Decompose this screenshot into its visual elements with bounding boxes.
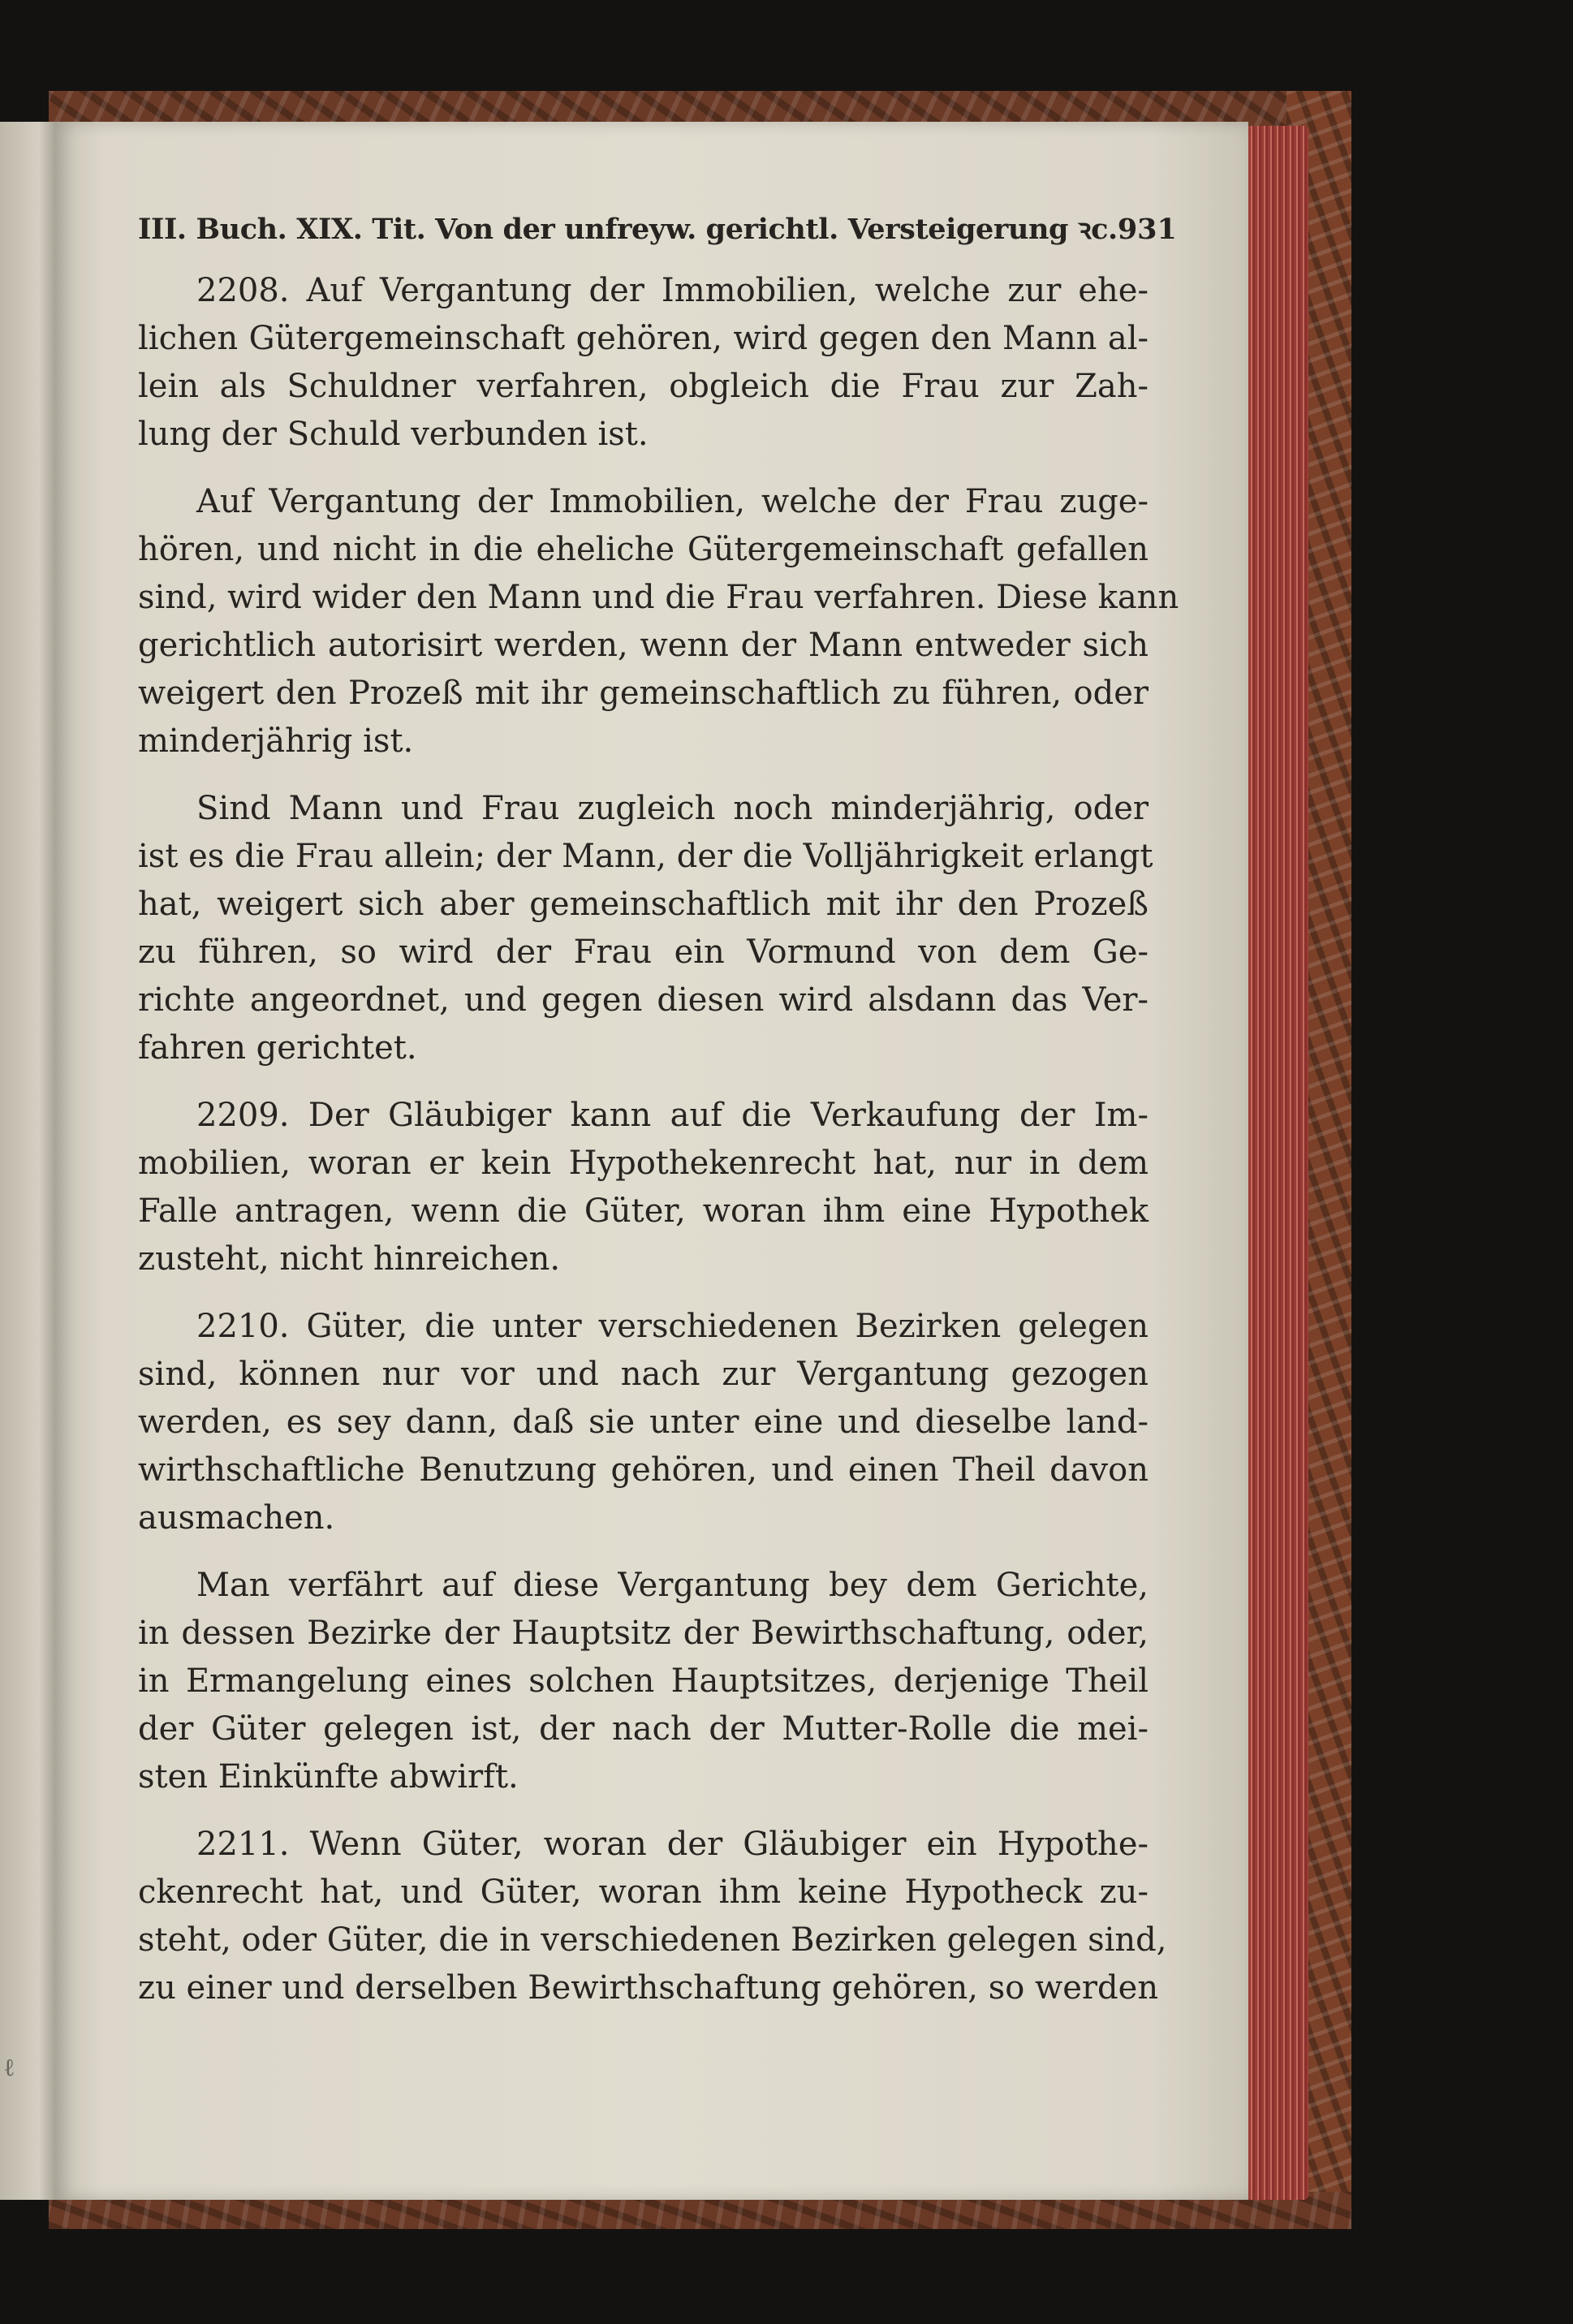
page-text [138, 209, 1179, 2032]
text-line: hat, weigert sich aber gemeinschaftlich mit ihr den Prozeß [138, 886, 1149, 923]
text-line: ckenrecht hat, und Güter, woran ihm keine Hypotheck zu- [138, 1873, 1149, 1911]
text-line: lung der Schuld verbunden ist. [138, 416, 649, 453]
text-line: werden, es sey dann, daß sie unter eine und dieselbe land- [138, 1403, 1149, 1441]
text-line: ist es die Frau allein; der Mann, der die Volljährigkeit erlangt [138, 838, 1153, 875]
paragraph-2210-court [138, 1562, 1149, 1801]
text-line: zu einer und derselben Bewirthschaftung gehören, so werden [138, 1969, 1159, 2007]
text-line: 2209. Der Gläubiger kann auf die Verkaufung der Im- [196, 1097, 1149, 1134]
text-line: weigert den Prozeß mit ihr gemeinschaftlich zu führen, oder [138, 675, 1149, 712]
text-line: steht, oder Güter, die in verschiedenen Bezirken gelegen sind, [138, 1921, 1167, 1959]
paragraph-2211 [138, 1821, 1167, 2012]
facing-page-mark: ℓ [3, 2054, 15, 2082]
text-line: sind, wird wider den Mann und die Frau verfahren. Diese kann [138, 579, 1179, 616]
running-head [138, 209, 1177, 248]
text-line: minderjährig ist. [138, 722, 414, 760]
text-line: sten Einkünfte abwirft. [138, 1758, 519, 1796]
text-line: zu führen, so wird der Frau ein Vormund von dem Ge- [138, 933, 1149, 971]
paragraph-2208 [138, 267, 1149, 459]
page-edges [1242, 126, 1308, 2200]
text-line: mobilien, woran er kein Hypothekenrecht hat, nur in dem [138, 1145, 1149, 1182]
text-line: richte angeordnet, und gegen diesen wird alsdann das Ver- [138, 981, 1149, 1019]
text-line: Auf Vergantung der Immobilien, welche der Frau zuge- [196, 483, 1149, 520]
text-line: in Ermangelung eines solchen Hauptsitzes, derjenige Theil [138, 1662, 1149, 1700]
text-line: zusteht, nicht hinreichen. [138, 1240, 561, 1278]
text-line: der Güter gelegen ist, der nach der Mutter-Rolle die mei- [138, 1710, 1149, 1748]
book-page [55, 122, 1248, 2200]
text-line: Falle antragen, wenn die Güter, woran ihm eine Hypothek [138, 1192, 1149, 1230]
text-line: gerichtlich autorisirt werden, wenn der Mann entweder sich [138, 627, 1149, 664]
text-line: in dessen Bezirke der Hauptsitz der Bewirthschaftung, oder, [138, 1615, 1149, 1652]
page-number: 931 [1117, 213, 1177, 246]
text-line: 2208. Auf Vergantung der Immobilien, welche zur ehe- [196, 272, 1149, 309]
facing-page [0, 122, 55, 2200]
text-line: hören, und nicht in die eheliche Gütergemeinschaft gefallen [138, 531, 1149, 568]
paragraph-2208-wife-property [138, 478, 1179, 765]
text-line: 2211. Wenn Güter, woran der Gläubiger ein Hypothe- [196, 1826, 1149, 1863]
running-head-title: III. Buch. XIX. Tit. Von der unfreyw. gerichtl. Versteigerung ꝛc. [138, 213, 1118, 246]
text-line: Man verfährt auf diese Vergantung bey dem Gerichte, [196, 1567, 1149, 1604]
text-line: ausmachen. [138, 1499, 335, 1537]
text-line: lichen Gütergemeinschaft gehören, wird gegen den Mann al- [138, 320, 1149, 357]
text-line: wirthschaftliche Benutzung gehören, und einen Theil davon [138, 1451, 1149, 1489]
text-line: sind, können nur vor und nach zur Vergantung gezogen [138, 1356, 1149, 1393]
paragraph-2210 [138, 1303, 1149, 1542]
paragraph-2209 [138, 1092, 1149, 1283]
text-line: fahren gerichtet. [138, 1029, 417, 1067]
paragraph-2208-minors [138, 785, 1153, 1072]
text-line: Sind Mann und Frau zugleich noch minderjährig, oder [196, 790, 1149, 827]
text-line: 2210. Güter, die unter verschiedenen Bezirken gelegen [196, 1308, 1149, 1345]
text-line: lein als Schuldner verfahren, obgleich die Frau zur Zah- [138, 368, 1149, 405]
